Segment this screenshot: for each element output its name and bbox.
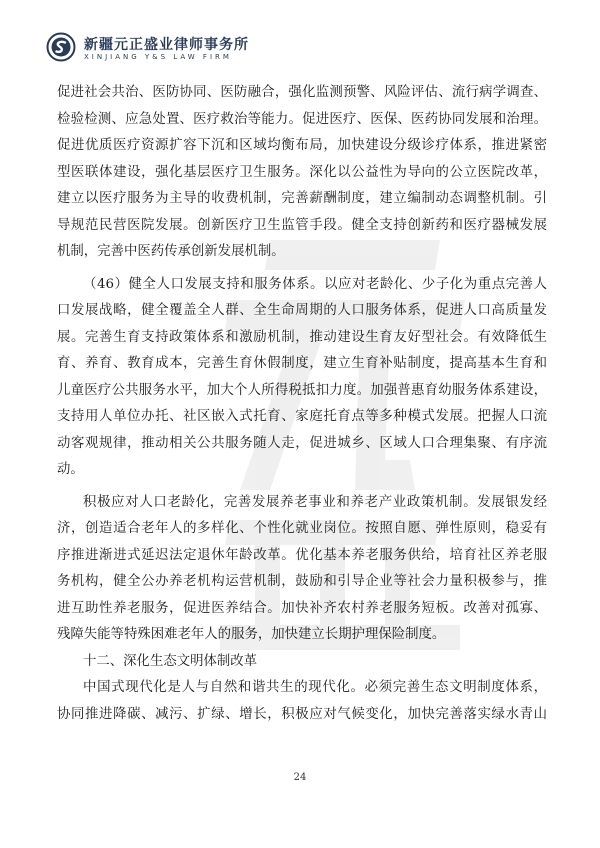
text-line: 促进社会共治、医防协同、医防融合，强化监测预警、风险评估、流行病学调查、 [57,85,547,100]
document-body [57,80,547,728]
section-heading-ecology [57,649,547,676]
text-line: 务机构，健全公办养老机构运营机制，鼓励和引导企业等社会力量积极参与，推 [57,574,547,589]
section-heading: 十二、深化生态文明体制改革 [83,653,258,669]
text-line: 中国式现代化是人与自然和谐共生的现代化。必须完善生态文明制度体系， [83,680,547,695]
text-line: 支持用人单位办托、社区嵌入式托育、家庭托育点等多种模式发展。把握人口流 [57,409,547,424]
text-line: 儿童医疗公共服务水平，加大个人所得税抵扣力度。加强普惠育幼服务体系建设， [57,382,547,398]
text-line: 积极应对人口老龄化，完善发展养老事业和养老产业政策机制。发展银发经 [83,494,547,510]
text-line: 型医联体建设，强化基层医疗卫生服务。深化以公益性为导向的公立医院改革， [57,164,547,180]
text-line: 检验检测、应急处置、医疗救治等能力。促进医疗、医保、医药协同发展和治理。 [57,111,547,127]
text-line: 口发展战略，健全覆盖全人群、全生命周期的人口服务体系，促进人口高质量发 [57,303,547,318]
firm-name-english: XINJIANG Y&S LAW FIRM [84,53,232,61]
text-line: 机制，完善中医药传承创新发展机制。 [57,244,285,259]
paragraph-population-46 [57,272,547,484]
paragraph-ecology [57,675,547,728]
text-line: 育、养育、教育成本，完善生育休假制度，建立生育补贴制度，提高基本生育和 [57,356,547,371]
text-line: 动。 [57,462,84,477]
text-line: 导规范民营医院发展。创新医疗卫生监管手段。健全支持创新药和医疗器械发展 [57,217,547,233]
text-line: （46）健全人口发展支持和服务体系。以应对老龄化、少子化为重点完善人 [83,276,547,292]
page-number: 24 [293,772,307,783]
text-line: 动客观规律，推动相关公共服务随人走，促进城乡、区域人口合理集聚、有序流 [57,435,547,451]
text-line: 残障失能等特殊困难老年人的服务，加快建立长期护理保险制度。 [57,627,446,642]
paragraph-healthcare [57,80,547,266]
text-line: 序推进渐进式延迟法定退休年龄改革。优化基本养老服务供给，培育社区养老服 [57,547,547,563]
text-line: 进互助性养老服务，促进医养结合。加快补齐农村养老服务短板。改善对孤寡、 [57,600,547,616]
text-line: 协同推进降碳、减污、扩绿、增长，积极应对气候变化，加快完善落实绿水青山 [57,706,547,722]
firm-logo-icon [46,32,76,62]
document-header [46,30,566,70]
firm-name: 新疆元正盛业律师事务所 [84,37,249,53]
text-line: 展。完善生育支持政策体系和激励机制，推动建设生育友好型社会。有效降低生 [57,329,547,345]
paragraph-aging [57,490,547,649]
text-line: 建立以医疗服务为主导的收费机制，完善薪酬制度，建立编制动态调整机制。引 [57,191,547,206]
text-line: 促进优质医疗资源扩容下沉和区域均衡布局，加快建设分级诊疗体系，推进紧密 [57,138,547,153]
text-line: 济，创造适合老年人的多样化、个性化就业岗位。按照自愿、弹性原则，稳妥有 [57,521,547,536]
